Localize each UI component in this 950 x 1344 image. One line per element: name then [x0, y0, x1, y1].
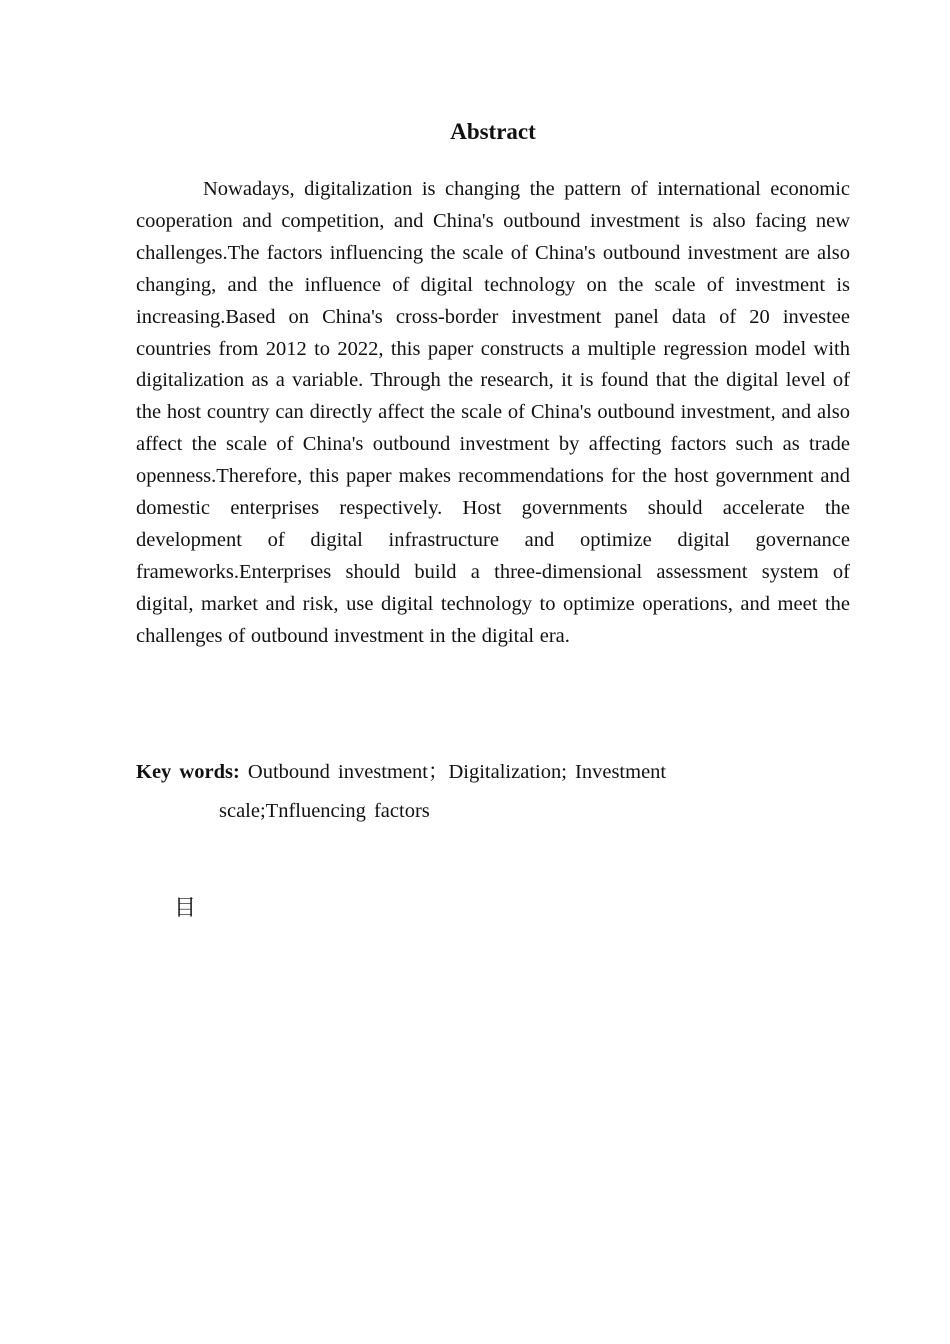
keywords-text: Outbound investment；Digitalization; Investment scale;Tnfluencing factors: [219, 761, 667, 822]
toc-heading-fragment: 目: [174, 896, 197, 921]
keywords-line: [136, 753, 819, 831]
abstract-title: Abstract: [450, 119, 536, 144]
keywords-label: Key words:: [136, 761, 240, 783]
abstract-body: Nowadays, digitalization is changing the pattern of international economic cooperation and competition, and China's outbound investment is also facing new challenges.The factors influencing the scale of China's outbound investment are also changing, and the influence of digital technology on the scale of investment is increasing.Based on China's cross-border investment panel data of 20 investee countries from 2012 to 2022, this paper constructs a multiple regression model with digitalization as a variable. Through the research, it is found that the digital level of the host country can directly affect the scale of China's outbound investment, and also affect the scale of China's outbound investment by affecting factors such as trade openness.Therefore, this paper makes recommendations for the host government and domestic enterprises respectively. Host governments should accelerate the development of digital infrastructure and optimize digital governance frameworks.Enterprises should build a three-dimensional assessment system of digital, market and risk, use digital technology to optimize operations, and meet the challenges of outbound investment in the digital era.: [136, 178, 850, 647]
